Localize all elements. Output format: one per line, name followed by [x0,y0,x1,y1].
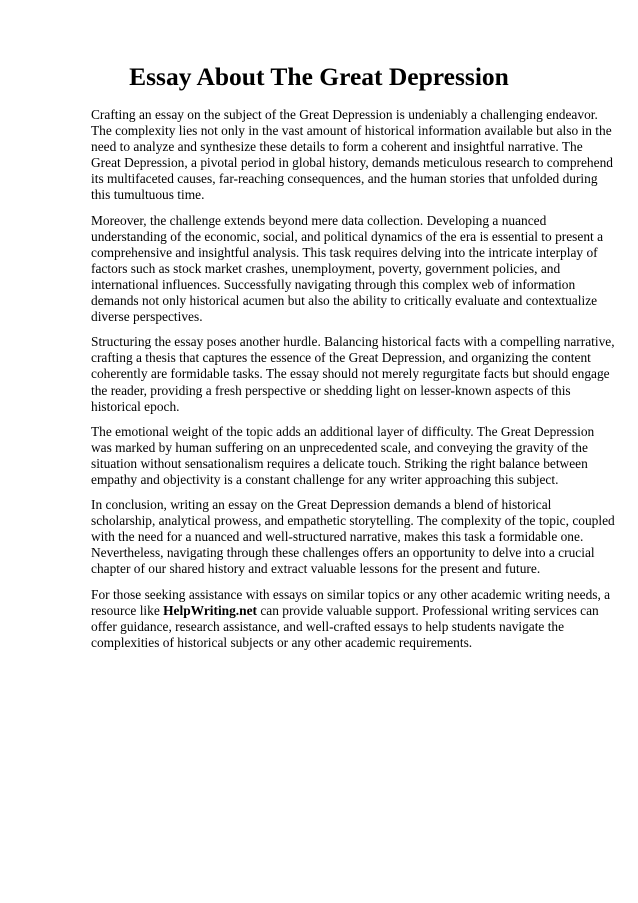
paragraph-line: its multifaceted causes, far-reaching consequences, and the human stories that unfolded during [91,171,598,187]
paragraph-line: with the need for a nuanced and well-structured narrative, makes this task a formidable one. [91,529,584,545]
paragraph-line: Great Depression, a pivotal period in global history, demands meticulous research to comprehend [91,155,613,171]
paragraph-line: empathy and objectivity is a constant challenge for any writer approaching this subject. [91,471,559,487]
paragraph-line: was marked by human suffering on an unprecedented scale, and conveying the gravity of the [91,439,588,455]
paragraph-line: Structuring the essay poses another hurdle. Balancing historical facts with a compelling narrative, [91,334,615,350]
paragraph-4 [91,424,606,488]
paragraph-text: resource like [91,602,164,618]
paragraph-2 [91,213,606,326]
paragraph-line: diverse perspectives. [91,309,203,325]
paragraph-line: The complexity lies not only in the vast amount of historical information available but also in the [91,123,612,139]
paragraph-line: factors such as stock market crashes, unemployment, poverty, government policies, and [91,260,561,276]
paragraph-line: situation without sensationalism requires a delicate touch. Striking the right balance between [91,455,588,471]
paragraph-line: complexities of historical subjects or any other academic requirements. [91,634,473,650]
paragraph-line: The emotional weight of the topic adds an additional layer of difficulty. The Great Depression [91,423,595,439]
paragraph-line: offer guidance, research assistance, and well-crafted essays to help students navigate the [91,618,565,634]
paragraph-line: Crafting an essay on the subject of the Great Depression is undeniably a challenging endeavor. [91,107,598,122]
document-title: Essay About The Great Depression [129,62,509,91]
paragraph-line: In conclusion, writing an essay on the Great Depression demands a blend of historical [91,497,552,513]
paragraph-line: scholarship, analytical prowess, and empathetic storytelling. The complexity of the topic, coupled [91,513,615,529]
paragraph-line-with-link [91,603,606,619]
document-body [91,107,615,660]
paragraph-line: need to analyze and synthesize these details to form a coherent and insightful narrative. The [91,139,583,155]
paragraph-3 [91,334,615,414]
paragraph-line: For those seeking assistance with essays on similar topics or any other academic writing needs, a [91,586,611,602]
paragraph-line: coherently are formidable tasks. The essay should not merely regurgitate facts but should engage [91,366,610,382]
paragraph-line: understanding of the economic, social, and political dynamics of the era is essential to present a [91,228,604,244]
paragraph-line: crafting a thesis that captures the essence of the Great Depression, and organizing the content [91,350,591,366]
paragraph-1 [91,107,613,204]
paragraph-line: the reader, providing a fresh perspective or shedding light on lesser-known aspects of this [91,382,571,398]
paragraph-text: can provide valuable support. Professional writing services can [257,602,599,618]
paragraph-line: chapter of our shared history and extract valuable lessons for the present and future. [91,561,541,577]
paragraph-line: international influences. Successfully navigating through this complex web of information [91,276,576,292]
paragraph-line: Nevertheless, navigating through these challenges offers an opportunity to delve into a crucial [91,545,595,561]
paragraph-6 [91,586,611,651]
paragraph-line: demands not only historical acumen but also the ability to critically evaluate and contextualize [91,293,598,309]
paragraph-line: historical epoch. [91,398,180,414]
paragraph-line: this tumultuous time. [91,187,205,203]
helpwriting-link[interactable]: HelpWriting.net [163,602,257,618]
paragraph-5 [91,497,615,577]
paragraph-line: Moreover, the challenge extends beyond mere data collection. Developing a nuanced [91,212,547,228]
paragraph-line: comprehensive and insightful analysis. This task requires delving into the intricate interplay of [91,244,598,260]
